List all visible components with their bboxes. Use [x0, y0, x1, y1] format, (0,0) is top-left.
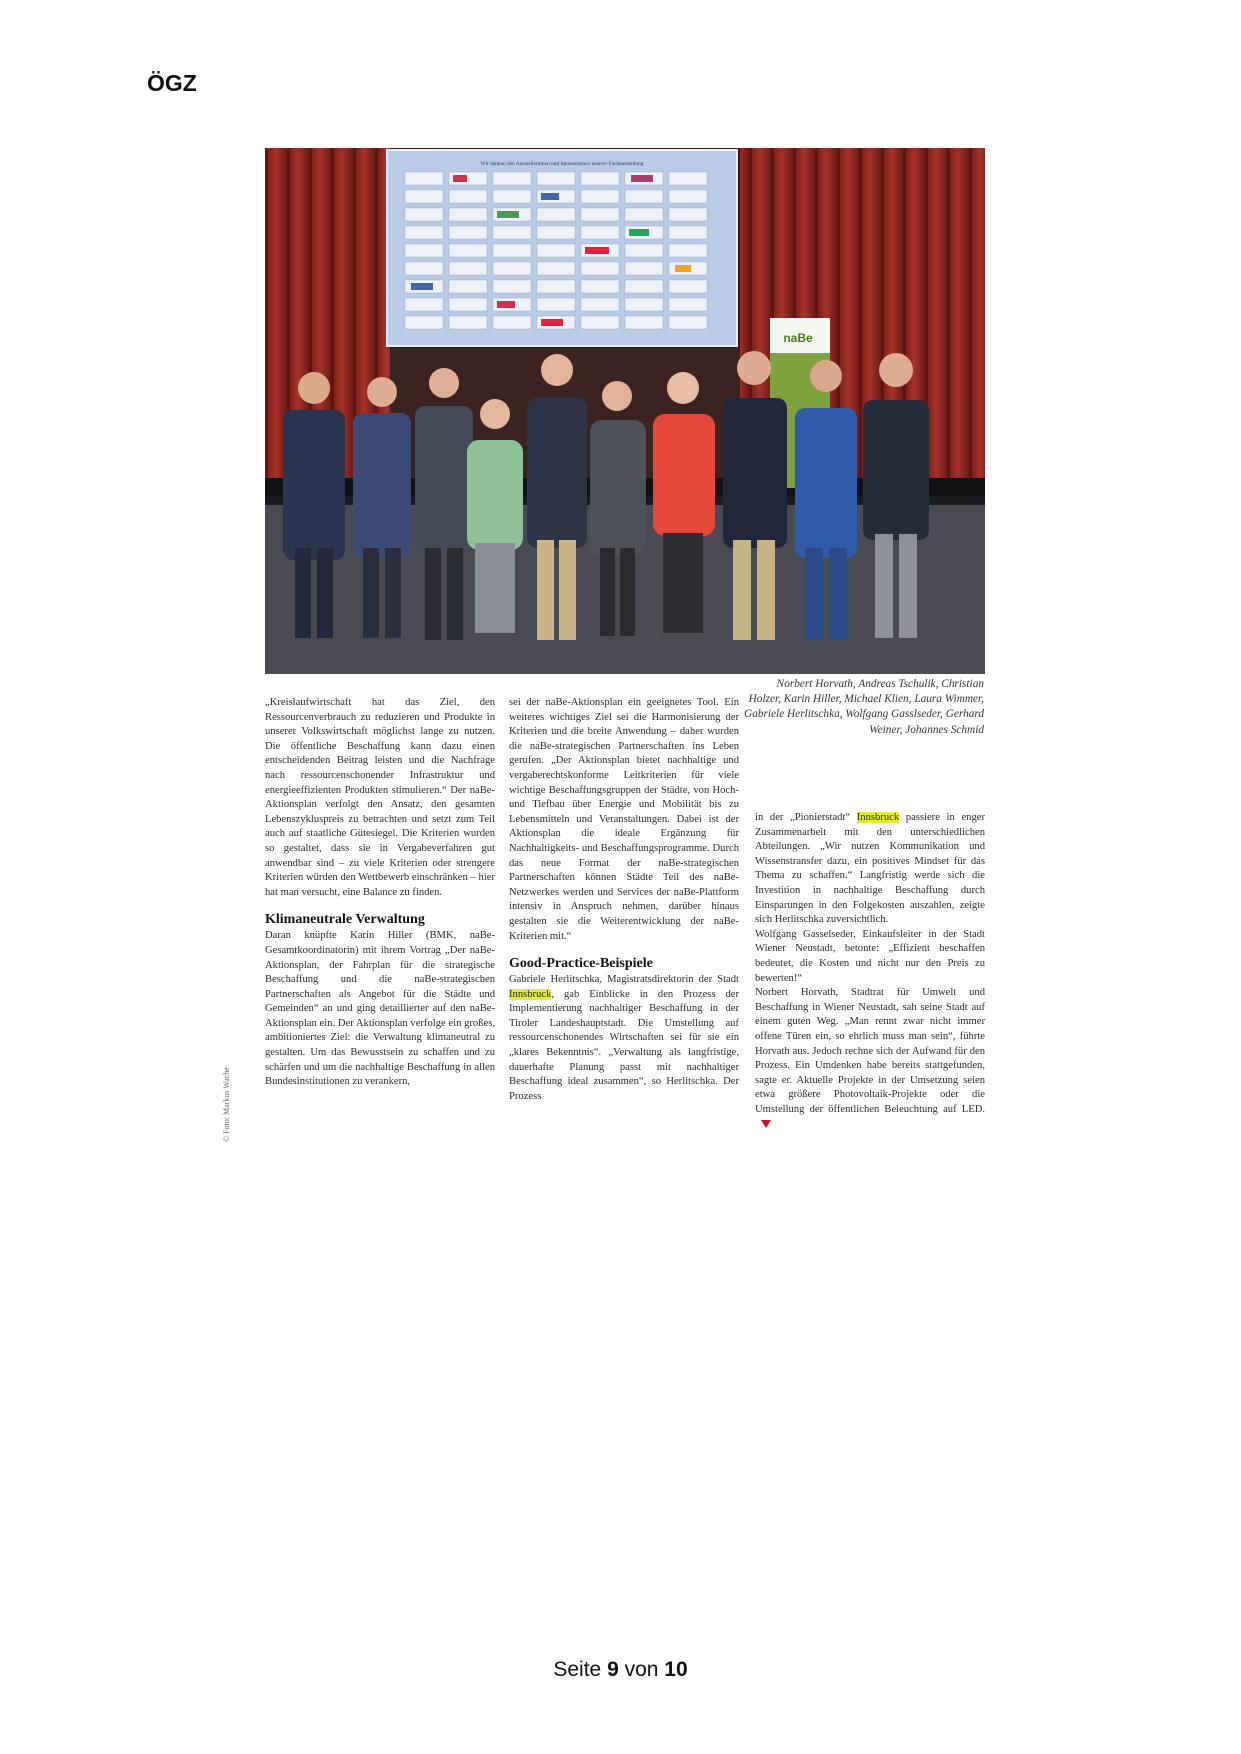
article-column-3 — [755, 811, 985, 1132]
text-run: Gabriele Herlitschka, Magistratsdirektorin der Stadt — [509, 974, 739, 986]
text-run: Norbert Horvath, Stadtrat für Umwelt und Beschaffung in Wiener Neustadt, sah seine Stadt auf einem guten Weg. „Man rennt zwar nicht immer offene Türen ein, so ehrlich muss man sein“, führte Horvath aus. Jedoch rechne sich der Aufwand für den Prozess. Ein Umdenken habe bereits stattgefunden, sagte er. Aktuelle Projekte in der Umsetzung seien etwa größere Photovoltaik-Projekte oder die Umstellung der öffentlichen Beleuchtung auf LED. — [755, 987, 985, 1115]
text-run: in der „Pionierstadt“ — [755, 812, 857, 823]
publication-title: ÖGZ — [147, 70, 197, 96]
page-footer — [0, 1658, 1241, 1682]
paragraph: „Kreislaufwirtschaft hat das Ziel, den Ressourcenverbrauch zu reduzieren und Produkte in unserer Volkswirtschaft möglichst lange zu nutzen. Die öffentliche Beschaffung kann dazu einen entscheidenden Beitrag leisten und die Nachfrage nach ressourcenschonender Infrastruktur und energieeffizienten Produkten stimulieren.“ Der naBe-Aktionsplan verfolgt den Ansatz, den gesamten Lebenszykluspreis zu betrachten und setzt zum Teil auch auf staatliche Gütesiegel. Die Kriterien wurden so gestaltet, dass sie in Vergabeverfahren gut anwendbar sind – zu viele Kriterien oder strengere Kriterien würden den Wettbewerb einschränken – hier hat man versucht, eine Balance zu finden. — [265, 697, 495, 898]
end-mark-icon — [761, 1120, 771, 1128]
article-column-1 — [265, 696, 495, 1090]
paragraph: Daran knüpfte Karin Hiller (BMK, naBe-Gesamtkoordinatorin) mit ihrem Vortrag „Der naBe-Aktionsplan, der Fahrplan für die strategische Beschaffung und die naBe-strategischen Partnerschaften als Angebot für die Städte und Gemeinden“ an und ging detaillierter auf den naBe-Aktionsplan ein. Der Aktionsplan verfolge ein großes, ambitioniertes Ziel: die Verwaltung klimaneutral zu gestalten. Um das Bewusstsein zu schaffen und zu schärfen und um die nachhaltige Beschaffung in allen Bundesinstitutionen zu verankern, — [265, 930, 495, 1088]
screen-heading: Wir danken den Ausstellerinnen und Sponsorinnen unserer Fachausstellung — [480, 161, 644, 167]
subheading-good-practice: Good-Practice-Beispiele — [509, 956, 653, 972]
photo-credit: © Foto: Markus Wache — [222, 1067, 231, 1142]
highlighted-term: Innsbruck — [856, 812, 900, 823]
page-total: 10 — [664, 1658, 688, 1681]
subheading-klimaneutrale-verwaltung: Klimaneutrale Verwaltung — [265, 912, 425, 928]
text-run: passiere in enger Zusammenarbeit mit den unterschiedlichen Abteilungen. „Wir nutzen Kommunikation und Wissenstransfer dazu, ein positives Mindset für das Thema zu schaffen.“ Langfristig werde sich die Investition in nachhaltige Beschaffung durch Einsparungen in den Folgekosten auszahlen, zeigte sich Herlitschka zuversichtlich. — [755, 812, 985, 926]
footer-prefix: Seite — [553, 1658, 608, 1681]
paragraph: sei der naBe-Aktionsplan ein geeignetes Tool. Ein weiteres wichtiges Ziel sei die Harmonisierung der Kriterien und die breite Anwendung – daher wurden die naBe-strategischen Partnerschaften ins Leben gerufen. „Der Aktionsplan bietet nachhaltige und vergaberechtskonforme Leitkriterien für viele wichtige Beschaffungsgruppen der Städte, von Hoch- und Tiefbau über Energie und Mobilität bis zu Lebensmitteln und Veranstaltungen. Dabei ist der Aktionsplan die ideale Ergänzung für Nachhaltigkeits- und Beschaffungsprogramme. Durch das neue Format der naBe-strategischen Partnerschaften können Städte Teil des naBe-Netzwerkes werden und Services der naBe-Plattform intensiv in Anspruch nehmen, darüber hinaus gestalten sie die Weiterentwicklung der naBe-Kriterien mit.“ — [509, 697, 739, 942]
page-number: 9 — [607, 1658, 619, 1681]
text-run: , gab Einblicke in den Prozess der Implementierung nachhaltiger Beschaffung in der Tiroler Landeshauptstadt. Die Umstellung auf ressourcenschonendes Wirtschaften sei für sie ein „klares Bekenntnis“. „Verwaltung als langfristige, dauerhafte Planung passt mit nachhaltiger Beschaffung ideal zusammen“, so Herlitschka. Der Prozess — [509, 988, 739, 1102]
paragraph — [509, 973, 739, 1104]
article-photo — [265, 148, 985, 674]
paragraph — [755, 986, 985, 1132]
photo-caption: Norbert Horvath, Andreas Tschulik, Christian Holzer, Karin Hiller, Michael Klien, Laura Wimmer, Gabriele Herlitschka, Wolfgang Gasslseder, Gerhard Weiner, Johannes Schmid — [744, 678, 984, 736]
highlighted-term: Innsbruck — [509, 988, 552, 1000]
paragraph: Wolfgang Gasselseder, Einkaufsleiter in der Stadt Wiener Neustadt, betonte: „Effizient beschaffen bedeutet, die Kosten und nicht nur den Preis zu bewerten!“ — [755, 928, 985, 984]
group-photo-illustration — [265, 148, 985, 674]
footer-middle: von — [618, 1658, 665, 1681]
banner-logo-text: naBe — [783, 331, 813, 345]
paragraph — [755, 811, 985, 928]
article-column-2 — [509, 696, 739, 1104]
